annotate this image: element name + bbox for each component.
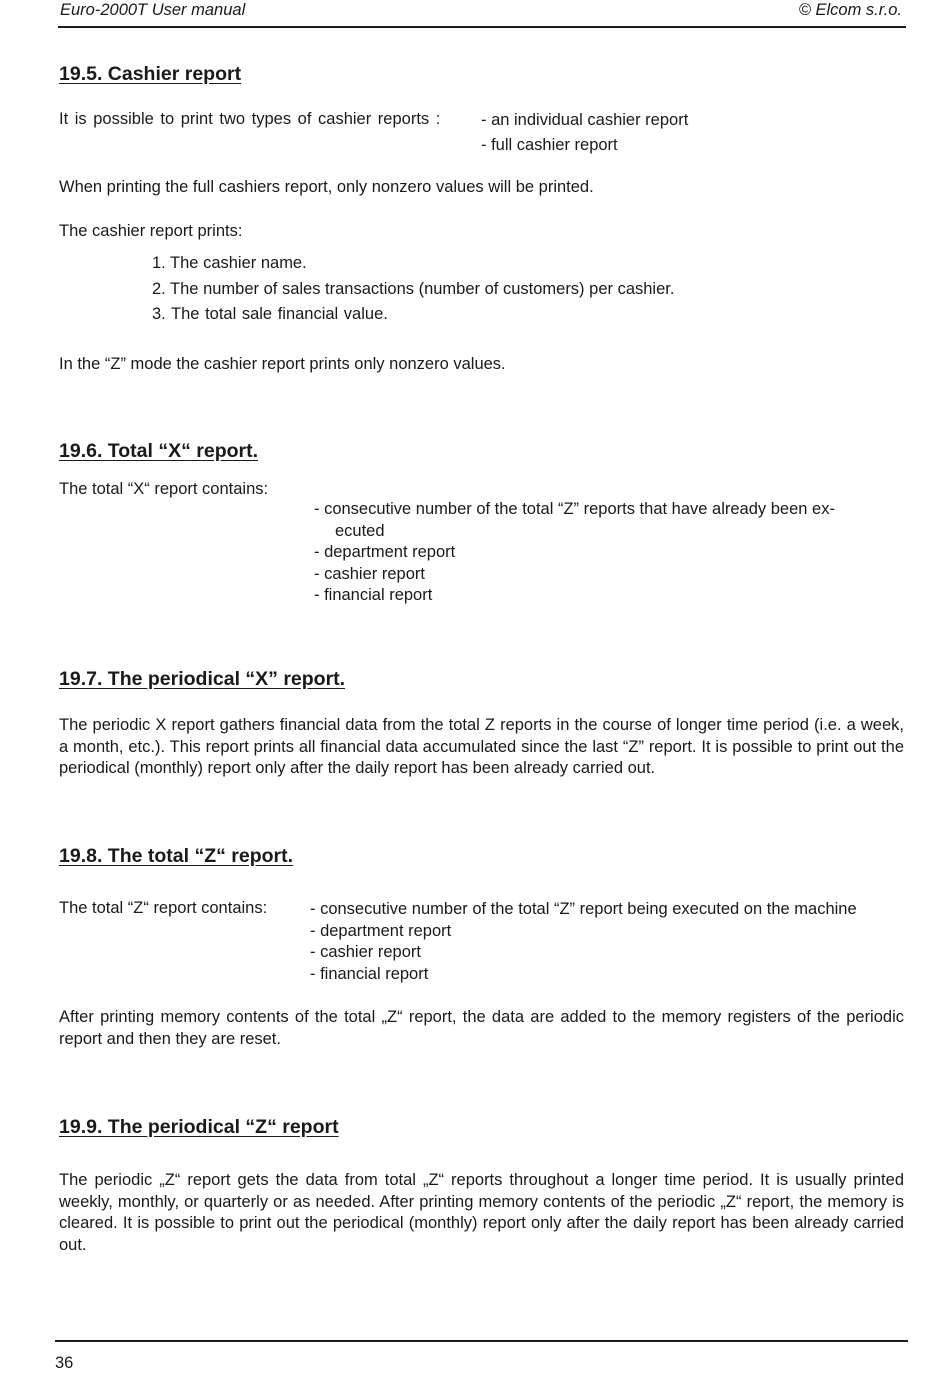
page-number: 36 <box>55 1354 74 1372</box>
header-copyright: © Elcom s.r.o. <box>798 1 902 19</box>
section-heading-19-9: 19.9. The periodical “Z“ report <box>59 1116 339 1138</box>
section-heading-19-7: 19.7. The periodical “X” report. <box>59 668 346 690</box>
header-rule <box>58 26 906 28</box>
section-heading-19-5: 19.5. Cashier report <box>59 63 242 85</box>
total-z-body: After printing memory contents of the total „Z“ report, the data are added to the memory registers of the periodic report and then they are reset. <box>59 1008 904 1048</box>
z-mode-note: In the “Z” mode the cashier report prints only nonzero values. <box>59 355 506 373</box>
x-report-item: - financial report <box>314 586 433 604</box>
full-report-note: When printing the full cashiers report, only nonzero values will be printed. <box>59 178 594 196</box>
z-report-label: The total “Z“ report contains: <box>59 899 268 917</box>
x-report-label: The total “X“ report contains: <box>59 480 269 498</box>
cashier-print-item: 1. The cashier name. <box>152 254 307 272</box>
footer-rule <box>55 1340 908 1342</box>
z-report-item: - cashier report <box>310 943 421 961</box>
cashier-prints-label: The cashier report prints: <box>59 222 243 240</box>
cashier-type-individual: - an individual cashier report <box>481 111 689 129</box>
cashier-report-intro: It is possible to print two types of cashier reports : <box>59 110 441 128</box>
cashier-print-item: 3. The total sale financial value. <box>152 305 388 323</box>
x-report-item: - cashier report <box>314 565 425 583</box>
cashier-print-item: 2. The number of sales transactions (number of customers) per cashier. <box>152 280 675 298</box>
header-title: Euro-2000T User manual <box>60 1 246 19</box>
section-heading-19-8: 19.8. The total “Z“ report. <box>59 845 294 867</box>
z-report-item: - consecutive number of the total “Z” report being executed on the machine <box>310 900 857 918</box>
z-report-item: - financial report <box>310 965 429 983</box>
z-report-item: - department report <box>310 922 452 940</box>
cashier-type-full: - full cashier report <box>481 136 618 154</box>
x-report-item-continued: ecuted <box>335 522 385 540</box>
periodical-x-body: The periodic X report gathers financial data from the total Z reports in the course of longer time period (i.e. a week, a month, etc.). This report prints all financial data accumulated since the last “Z” report. It is possible to print out the periodical (monthly) report only after the daily report has been already carried out. <box>59 716 904 778</box>
x-report-item: - department report <box>314 543 456 561</box>
section-heading-19-6: 19.6. Total “X“ report. <box>59 440 259 462</box>
periodical-z-body: The periodic „Z“ report gets the data from total „Z“ reports throughout a longer time period. It is usually printed weekly, monthly, or quarterly or as needed. After printing memory contents of the periodic „Z“ report, the memory is cleared. It is possible to print out the periodical (monthly) report only after the daily report has been already carried out. <box>59 1171 904 1255</box>
x-report-item: - consecutive number of the total “Z” reports that have already been ex- <box>314 500 835 518</box>
